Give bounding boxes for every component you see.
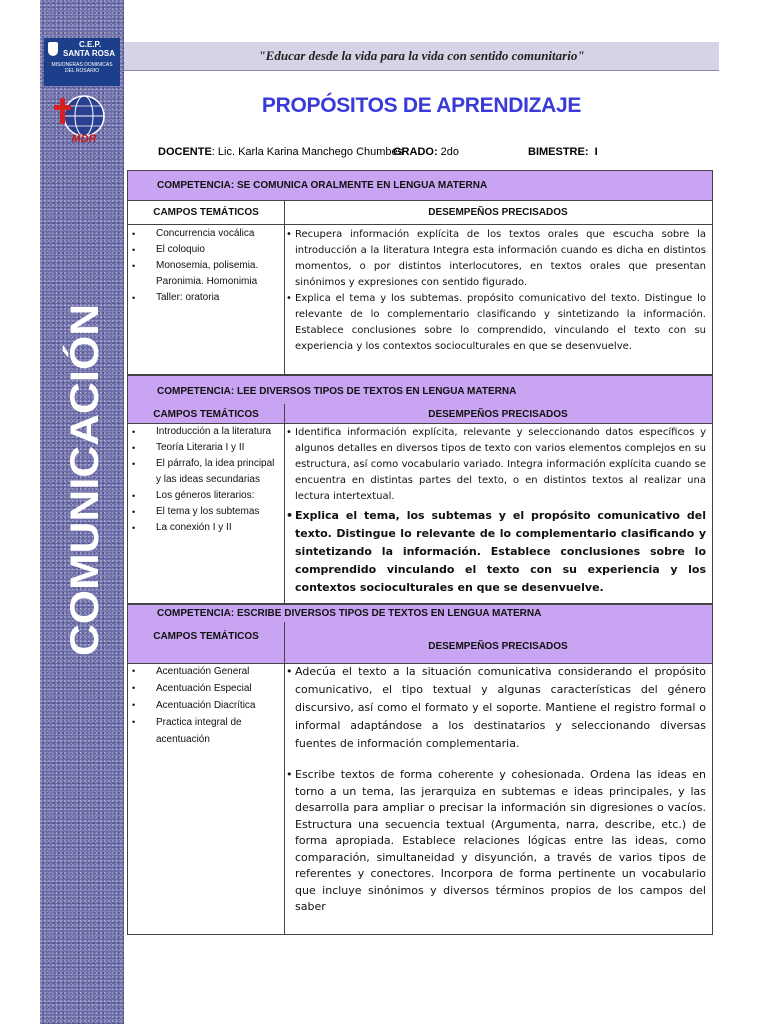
competencia-table-lectura [127,375,713,604]
competencia-header: COMPETENCIA: ESCRIBE DIVERSOS TIPOS DE TEXTOS EN LENGUA MATERNA [128,605,712,663]
desempenos-list [286,663,706,916]
list-item: • Concurrencia vocálica [132,226,282,242]
grado-info [393,146,459,158]
emblem-label: MDR [71,133,97,145]
list-item: • Adecúa el texto a la situación comunicativa considerando el propósito comunicativo, el tipo textual y algunas características del género discursivo, así como el formato y el soporte. Mantiene el registro formal o informal adaptándose a los destinatarios y seleccionando diversas fuentes de información complementaria. [286,663,706,753]
list-item: • Identifica información explícita, relevante y seleccionando datos específicos y algunos detalles en diversos tipos de texto con varios elementos complejos en su estructura, así como vocabulario variado. Integra información explícita cuando se encuentra en distintas partes del texto, o en distintos textos al realizar una lectura intertextual. [286,425,706,505]
globe-emblem-icon [54,90,110,146]
desempenos-header: DESEMPEÑOS PRECISADOS [428,409,568,420]
logo-school-name: SANTA ROSA [63,49,115,58]
docente-info [158,146,403,158]
subject-vertical-label [54,300,114,660]
bimestre-info [528,146,598,158]
list-item: • Teoría Literaria I y II [132,440,282,456]
list-item: • El coloquio [132,242,282,258]
list-item: • La conexión I y II [132,520,282,536]
column-divider [284,622,285,935]
list-item: • Acentuación Especial [132,680,282,697]
competencia-table-escritura [127,604,713,935]
list-item: • El tema y los subtemas [132,504,282,520]
topics-list [132,663,282,748]
school-logo [44,38,120,154]
list-item: • Practica integral de acentuación [132,714,282,748]
desempenos-header: DESEMPEÑOS PRECISADOS [428,641,568,652]
page-title: PROPÓSITOS DE APRENDIZAJE [261,94,582,117]
competencia-header: COMPETENCIA: LEE DIVERSOS TIPOS DE TEXTOS EN LENGUA MATERNA [128,376,712,423]
list-item: • Explica el tema y los subtemas. propósito comunicativo del texto. Distingue lo relevante de lo complementario clasificando y sintetizando la información. Establece conclusiones sobre lo comprendido, vinculando el texto con su experiencia y los contextos socioculturales en que se desenvuelve. [286,291,706,355]
list-item: • Acentuación Diacrítica [132,697,282,714]
docente-label: DOCENTE [158,146,212,158]
list-item: • Monosemia, polisemia. Paronimia. Homonimia [132,258,282,290]
list-item: • Acentuación General [132,663,282,680]
topics-list [132,226,282,306]
list-item: • Recupera información explícita de los textos orales que escucha sobre la introducción a la literatura Integra esta información cuando es dicha en distintos momentos, o por distintos interlocutores, en textos orales que presentan sinónimos y expresiones con sentido figurado. [286,227,706,291]
shield-icon [48,42,58,56]
list-item: • El párrafo, la idea principal y las ideas secundarias [132,456,282,488]
logo-cep: C.E.P. [78,40,102,49]
column-divider [284,404,285,604]
competencia-header: COMPETENCIA: SE COMUNICA ORALMENTE EN LENGUA MATERNA [128,171,712,200]
logo-subtitle: MISIONERAS DOMINICAS DEL ROSARIO [51,62,113,74]
grado-label: GRADO: [393,146,438,158]
list-item: • Explica el tema, los subtemas y el propósito comunicativo del texto. Distingue lo relevante de lo complementario clasificando y sintetizando la información. Establece conclusiones sobre lo comprendido vinculando el texto con su experiencia y los contextos socioculturales en que se desenvuelve. [286,507,706,597]
desempenos-list [286,425,706,597]
topics-list [132,424,282,536]
desempenos-header: DESEMPEÑOS PRECISADOS [428,207,568,218]
campos-header: CAMPOS TEMÁTICOS [153,207,259,218]
divider [128,200,712,201]
docente-value: : Lic. Karla Karina Manchego Chumbes [211,146,404,158]
list-item: • Taller: oratoria [132,290,282,306]
list-item: • Escribe textos de forma coherente y cohesionada. Ordena las ideas en torno a un tema, las jerarquiza en subtemas e ideas principales, y las desarrolla para ampliar o precisar la información sin digresiones o vacíos. Estructura una secuencia textual (Argumenta, narra, describe, etc.) de forma apropiada. Establece relaciones lógicas entre las ideas, como comparación, simultaneidad y disyunción, a través de varios tipos de referentes y conectores. Incorpora de forma pertinente un vocabulario que incluye sinónimos y diversos términos propios de los campos del saber [286,767,706,916]
divider [128,224,712,225]
competencia-table-oral [127,170,713,375]
list-item: • Introducción a la literatura [132,424,282,440]
column-divider [284,200,285,375]
campos-header: CAMPOS TEMÁTICOS [153,409,259,420]
bimestre-value: I [594,146,598,158]
list-item: • Los géneros literarios: [132,488,282,504]
desempenos-list [286,227,706,355]
subject-label: COMUNICACIÓN [63,336,107,656]
campos-header: CAMPOS TEMÁTICOS [153,631,259,642]
bimestre-label: BIMESTRE: [528,146,589,158]
motto-banner: "Educar desde la vida para la vida con sentido comunitario" [124,42,719,71]
logo-header [44,38,120,86]
grado-value: 2do [440,146,460,158]
